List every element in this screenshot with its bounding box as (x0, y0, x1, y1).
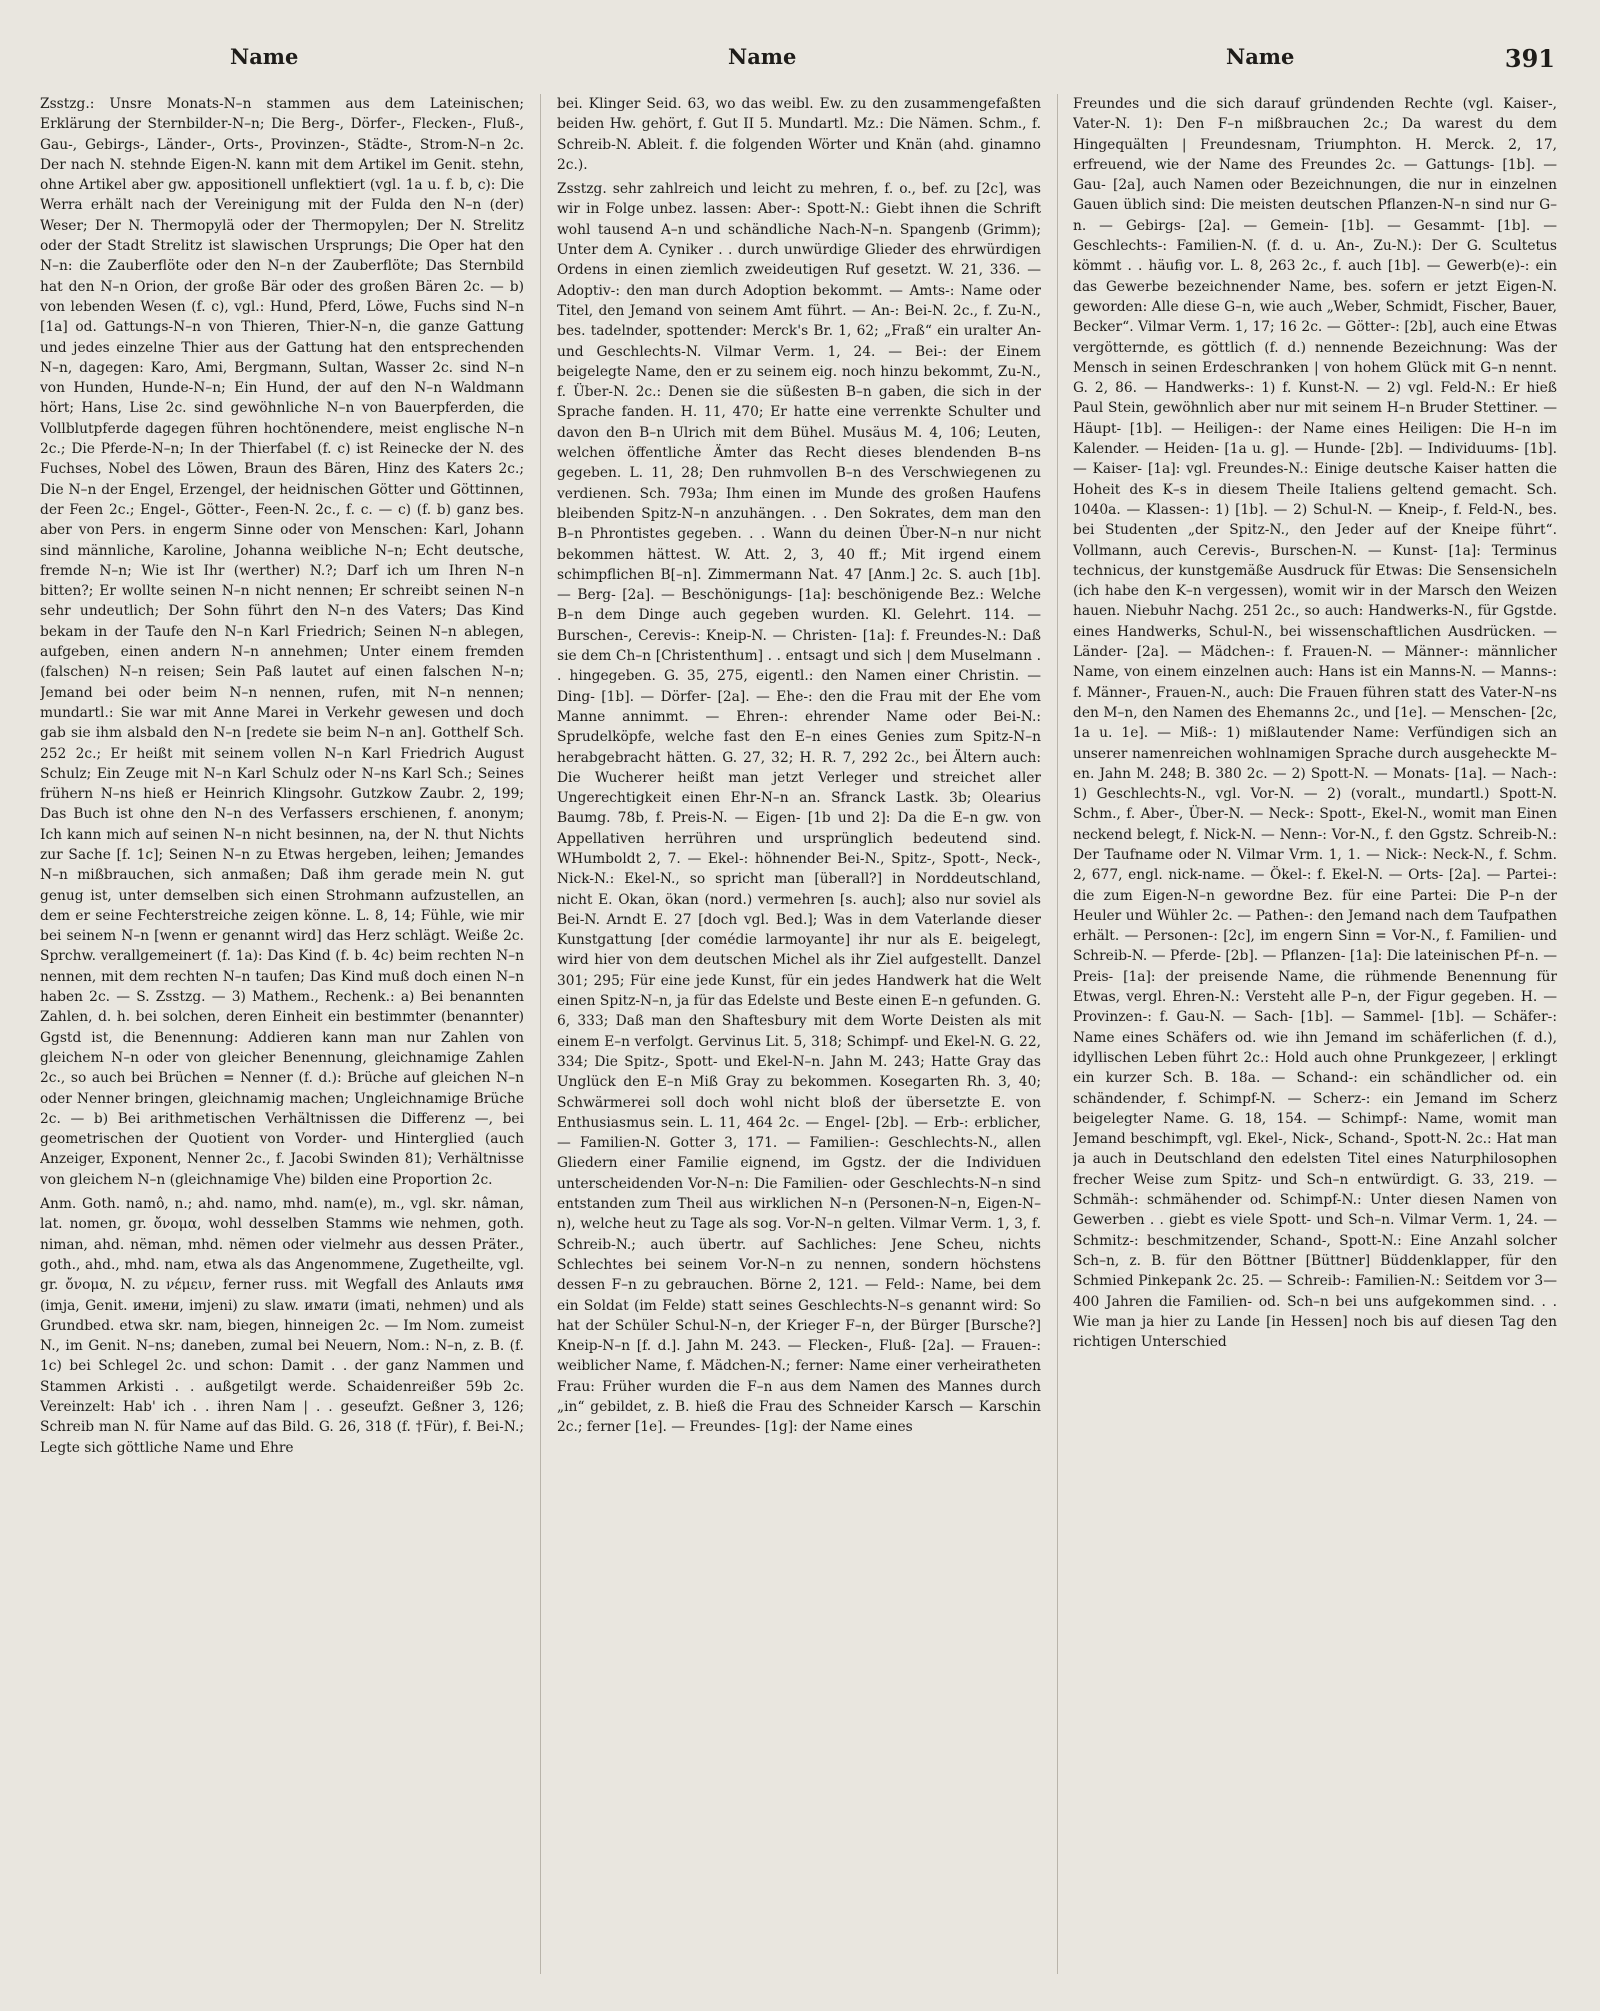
page-number: 391 (1504, 44, 1555, 73)
column-2-paragraph-2: Zsstzg. sehr zahlreich und leicht zu mehren, f. o., bef. zu [2c], was wir in Folge unbez. lassen: Aber-: Spott-N.: Giebt ihnen die Schrift wohl tausend A–n und schändliche Nach-N–n. Spangenb (Grimm); Unter dem A. Cyniker . . durch unwürdige Glieder des ehrwürdigen Ordens in einen ziemlich zweideutigen Ruf gesetzt. W. 21, 336. — Adoptiv-: den man durch Adoption bekommt. — Amts-: Name oder Titel, den Jemand von seinem Amt führt. — An-: Bei-N. 2c., f. Zu-N., bes. tadelnder, spottender: Merck's Br. 1, 62; „Fraß“ ein uralter An- und Geschlechts-N. Vilmar Verm. 1, 24. — Bei-: der Einem beigelegte Name, den er zu seinem eig. noch hinzu bekommt, Zu-N., f. Über-N. 2c.: Denen sie die süßesten B–n gaben, die sich in der Sprache fanden. H. 11, 470; Er hatte eine verrenkte Schulter und davon den B–n Ulrich mit dem Bühel. Musäus M. 4, 106; Leuten, welchen öffentliche Ämter das Recht dieses blendenden B–ns gegeben. L. 11, 28; Den ruhmvollen B–n des Verschwiegenen zu verdienen. Sch. 793a; Ihm einen im Munde des großen Haufens bleibenden Spitz-N–n anzuhängen. . . Den Sokrates, dem man den B–n Phrontistes gegeben. . . Wann du deinen Über-N–n nur nicht bekommen hättest. W. Att. 2, 3, 40 ff.; Mit irgend einem schimpflichen B[–n]. Zimmermann Nat. 47 [Anm.] 2c. S. auch [1b]. — Berg- [2a]. — Beschönigungs- [1a]: beschönigende Bez.: Welche B–n dem Dinge auch gegeben wurden. Kl. Gelehrt. 114. — Burschen-, Cerevis-: Kneip-N. — Christen- [1a]: f. Freundes-N.: Daß sie dem Ch–n [Christenthum] . . entsagt und sich | dem Muselmann . . hingegeben. G. 35, 275, eigentl.: den Namen einer Christin. — Ding- [1b]. — Dörfer- [2a]. — Ehe-: den die Frau mit der Ehe vom Manne annimmt. — Ehren-: ehrender Name oder Bei-N.: Sprudelköpfe, welche fast den E–n eines Genies zum Spitz-N–n herabgebracht hätten. G. 27, 32; H. R. 7, 292 2c., bei Ältern auch: Die Wucherer heißt man jetzt Verleger und streichet aller Ungerechtigkeit einen Ehr-N–n an. Sfranck Lastk. 3b; Olearius Baumg. 78b, f. Preis-N. — Eigen- [1b und 2]: Da die E–n gw. von Appellativen herrühren und ursprünglich bedeutend sind. WHumboldt 2, 7. — Ekel-: höhnender Bei-N., Spitz-, Spott-, Neck-, Nick-N.: Ekel-N., so spricht man [überall?] in Norddeutschland, nicht E. Okan, ökan (nord.) vermehren [s. auch]; also nur soviel als Bei-N. Arndt E. 27 [doch vgl. Bed.]; Was in dem Vaterlande dieser Kunstgattung [der comédie larmoyante] ihr nur als E. beigelegt, wird hier von dem deutschen Michel als ihr Ziel aufgestellt. Danzel 301; 295; Für eine jede Kunst, für ein jedes Handwerk hat die Welt einen Spitz-N–n, ja für das Edelste und Beste einen E–n gefunden. G. 6, 333; Daß man den Shaftesbury mit dem Worte Deisten als mit einem E–n verfolgt. Gervinus Lit. 5, 318; Schimpf- und Ekel-N. G. 22, 334; Die Spitz-, Spott- und Ekel-N–n. Jahn M. 243; Hatte Gray das Unglück den E–n Miß Gray zu bekommen. Kosegarten Rh. 3, 40; Schwärmerei soll doch wohl nicht bloß der übersetzte E. von Enthusiasmus sein. L. 11, 464 2c. — Engel- [2b]. — Erb-: erblicher, — Familien-N. Gotter 3, 171. — Familien-: Geschlechts-N., allen Gliedern einer Familie eignend, im Ggstz. der die Individuen unterscheidenden Vor-N–n: Die Familien- oder Geschlechts-N–n sind entstanden zum Theil aus wirklichen N–n (Personen-N–n, Eigen-N–n), welche heut zu Tage als sog. Vor-N–n gelten. Vilmar Verm. 1, 3, f. Schreib-N.; auch übertr. auf Sachliches: Jene Scheu, nichts Schlechtes bei seinem Vor-N–n zu nennen, sondern höchstens dessen F–n zu gebrauchen. Börne 2, 121. — Feld-: Name, bei dem ein Soldat (im Felde) statt seines Geschlechts-N–s genannt wird: So hat der Schüler Schul-N–n, der Krieger F–n, der Bürger [Bursche?] Kneip-N–n [f. d.]. Jahn M. 243. — Flecken-, Fluß- [2a]. — Frauen-: weiblicher Name, f. Mädchen-N.; ferner: Name einer verheiratheten Frau: Früher wurden die F–n aus dem Namen des Mannes durch „in“ gebildet, z. B. hieß die Frau des Schneider Karsch — Karschin 2c.; ferner [1e]. — Freundes- [1g]: der Name eines (557, 181, 1041, 1436)
column-1-paragraph-2: Anm. Goth. namô, n.; ahd. namo, mhd. nam(e), m., vgl. skr. nâman, lat. nomen, gr. ὄνομα, wohl desselben Stamms wie nehmen, goth. niman, ahd. nëman, mhd. nëmen oder vielmehr aus dessen Präter., goth., ahd., mhd. nam, etwa als das Angenommene, Zugetheilte, vgl. gr. ὄνομα, N. zu νέμειν, ferner russ. mit Wegfall des Anlauts имя (imja, Genit. имени, imjeni) zu slaw. имати (imati, nehmen) und als Grundbed. etwa skr. nam, biegen, hinneigen 2c. — Im Nom. zumeist N., im Genit. N–ns; daneben, zumal bei Neuern, Nom.: N–n, z. B. (f. 1c) bei Schlegel 2c. und schon: Damit . . der ganz Nammen und Stammen Arkisti . . außgetilgt werde. Schaidenreißer 59b 2c. Vereinzelt: Hab' ich . . ihren Nam | . . geseufzt. Geßner 3, 126; Schreib man N. für Name auf das Bild. G. 26, 318 (f. †Für), f. Bei-N.; Legte sich göttliche Name und Ehre (40, 1196, 524, 1456)
running-head-right: Name (1226, 44, 1295, 69)
running-head (0, 44, 1600, 78)
column-divider-1 (540, 94, 541, 1974)
column-1-paragraph-1: Zsstzg.: Unsre Monats-N–n stammen aus dem Lateinischen; Erklärung der Sternbilder-N–n; Die Berg-, Dörfer-, Flecken-, Fluß-, Gau-, Gebirgs-, Länder-, Orts-, Provinzen-, Städte-, Strom-N–n 2c. Der nach N. stehnde Eigen-N. kann mit dem Artikel im Genit. stehn, ohne Artikel aber gw. appositionell unflektiert (vgl. 1a u. f. b, c): Die Werra erhält nach der Vereinigung mit der Fulda den N–n (der) Weser; Der N. Thermopylä oder der Thermopylen; Der N. Strelitz oder der Stadt Strelitz ist slawischen Ursprungs; Die Oper hat den N–n: die Zauberflöte oder den N–n der Zauberflöte; Das Sternbild hat den N–n Orion, der große Bär oder des großen Bären 2c. — b) von lebenden Wesen (f. c), vgl.: Hund, Pferd, Löwe, Fuchs sind N–n [1a] od. Gattungs-N–n von Thieren, Thier-N–n, die ganze Gattung und jedes einzelne Thier aus der Gattung hat den entsprechenden N–n, dagegen: Karo, Ami, Bergmann, Sultan, Wasser 2c. sind N–n von Hunden, Hunde-N–n; Ein Hund, der auf den N–n Waldmann hört; Hans, Lise 2c. sind gewöhnliche N–n von Bauerpferden, die Vollblutpferde dagegen führen hochtönendere, meist englische N–n 2c.; Die Pferde-N–n; In der Thierfabel (f. c) ist Reinecke der N. des Fuchses, Nobel des Löwen, Braun des Bären, Hinz des Katers 2c.; Die N–n der Engel, Erzengel, der heidnischen Götter und Göttinnen, der Feen 2c.; Engel-, Götter-, Feen-N. 2c., f. c. — c) (f. b) ganz bes. aber von Pers. in engerm Sinne oder von Menschen: Karl, Johann sind männliche, Karoline, Johanna weibliche N–n; Echt deutsche, fremde N–n; Wie ist Ihr (werther) N.?; Darf ich um Ihren N–n bitten?; Er wollte seinen N–n nicht nennen; Er schreibt seinen N–n sehr undeutlich; Der Sohn führt den N–n des Vaters; Das Kind bekam in der Taufe den N–n Karl Friedrich; Seinen N–n ablegen, aufgeben, einen andern N–n annehmen; Unter einem fremden (falschen) N–n reisen; Sein Paß lautet auf einen falschen N–n; Jemand bei oder beim N–n nennen, rufen, mit N–n nennen; mundartl.: Sie war mit Anne Marei in Verkehr gewesen und doch gab sie ihm alsbald den N–n [redete sie beim N–n an]. Gotthelf Sch. 252 2c.; Er heißt mit seinem vollen N–n Karl Friedrich August Schulz; Ein Zeuge mit N–n Karl Schulz oder N–ns Karl Sch.; Seines frühern N–ns hieß er Heinrich Klingsohr. Gutzkow Zaubr. 2, 199; Das Buch ist ohne den N–n des Verfassers erschienen, f. anonym; Ich kann mich auf seinen N–n nicht besinnen, na, der N. thut Nichts zur Sache [f. 1c]; Seinen N–n zu Etwas hergeben, leihen; Jemandes N–n mißbrauchen, sich anmaßen; Daß ihm gerade mein N. gut genug ist, unter demselben sich einen Strohmann aufzustellen, an dem er seine Fechterstreiche zeigen könne. L. 8, 14; Fühle, wie mir bei seinem N–n [wenn er genannt wird] das Herz schlägt. Weiße 2c. Sprchw. verallgemeinert (f. 1a): Das Kind (f. b. 4c) beim rechten N–n nennen, mit dem rechten N–n taufen; Das Kind muß doch einen N–n haben 2c. — S. Zsstzg. — 3) Mathem., Rechenk.: a) Bei benannten Zahlen, d. h. bei solchen, deren Einheit ein bestimmter (benannter) Ggstd ist, die Benennung: Addieren kann man nur Zahlen von gleichem N–n oder von gleicher Benennung, gleichnamige Zahlen 2c., so auch bei Brüchen = Nenner (f. d.): Brüche auf gleichen N–n oder Nenner bringen, gleichnamig machen; Ungleichnamige Brüche 2c. — b) Bei arithmetischen Verhältnissen die Differenz —, bei geometrischen der Quotient von Vorder- und Hinterglied (auch Anzeiger, Exponent, Nenner 2c., f. Jacobi Swinden 81); Verhältnisse von gleichem N–n (gleichnamige Vhe) bilden eine Proportion 2c. (40, 96, 524, 1188)
column-3-paragraph-1: Freundes und die sich darauf gründenden Rechte (vgl. Kaiser-, Vater-N. 1): Den F–n mißbrauchen 2c.; Da warest du dem Hingequälten | Freundesnam, Triumphton. H. Merck. 2, 17, erfreuend, wie der Name des Freundes 2c. — Gattungs- [1b]. — Gau- [2a], auch Namen oder Bezeichnungen, die nur in einzelnen Gauen üblich sind: Die meisten deutschen Pflanzen-N–n sind nur G–n. — Gebirgs- [2a]. — Gemein- [1b]. — Gesammt- [1b]. — Geschlechts-: Familien-N. (f. d. u. An-, Zu-N.): Der G. Scultetus kömmt . . häufig vor. L. 8, 263 2c., f. auch [1b]. — Gewerb(e)-: ein das Gewerbe bezeichnender Name, bes. sofern er jetzt Eigen-N. geworden: Alle diese G–n, wie auch „Weber, Schmidt, Fischer, Bauer, Becker“. Vilmar Verm. 1, 17; 16 2c. — Götter-: [2b], auch eine Etwas vergötternde, es göttlich (f. d.) nennende Bezeichnung: Was der Mensch in seinen Erdeschranken | von hohem Glück mit G–n nennt. G. 2, 86. — Handwerks-: 1) f. Kunst-N. — 2) vgl. Feld-N.: Er hieß Paul Stein, gewöhnlich aber nur mit seinem H–n Bruder Stettiner. — Häupt- [1b]. — Heiligen-: der Name eines Heiligen: Die H–n im Kalender. — Heiden- [1a u. g]. — Hunde- [2b]. — Individuums- [1b]. — Kaiser- [1a]: vgl. Freundes-N.: Einige deutsche Kaiser hatten die Hoheit des K–s in diesem Theile Italiens geltend gemacht. Sch. 1040a. — Klassen-: 1) [1b]. — 2) Schul-N. — Kneip-, f. Feld-N., bes. bei Studenten „der Spitz-N., den Jeder auf der Kneipe führt“. Vollmann, auch Cerevis-, Burschen-N. — Kunst- [1a]: Terminus technicus, der kunstgemäße Ausdruck für Etwas: Die Sensensicheln (ich habe den K–n vergessen), womit wir in der Marsch den Weizen hauen. Niebuhr Nachg. 251 2c., so auch: Handwerks-N., für Ggstde. eines Handwerks, Schul-N., bei wissenschaftlichen Ausdrücken. — Länder- [2a]. — Mädchen-: f. Frauen-N. — Männer-: männlicher Name, von einem einzelnen auch: Hans ist ein Manns-N. — Manns-: f. Männer-, Frauen-N., auch: Die Frauen führen statt des Vater-N–ns den M–n, den Namen des Ehemanns 2c., und [1e]. — Menschen- [2c, 1a u. 1e]. — Miß-: 1) mißlautender Name: Verfündigen sich an unserer namenreichen wohlnamigen Sprache durch ausgeheckte M–en. Jahn M. 248; B. 380 2c. — 2) Spott-N. — Monats- [1a]. — Nach-: 1) Geschlechts-N., vgl. Vor-N. — 2) (voralt., mundartl.) Spott-N. Schm., f. Aber-, Über-N. — Neck-: Spott-, Ekel-N., womit man Einen neckend belegt, f. Nick-N. — Nenn-: Vor-N., f. den Ggstz. Schreib-N.: Der Taufname oder N. Vilmar Vrm. 1, 1. — Nick-: Neck-N., f. Schm. 2, 677, engl. nick-name. — Ökel-: f. Ekel-N. — Orts- [2a]. — Partei-: die zum Eigen-N–n gewordne Bez. für eine Partei: Die P–n der Heuler und Wühler 2c. — Pathen-: den Jemand nach dem Taufpathen erhält. — Personen-: [2c], im engern Sinn = Vor-N., f. Familien- und Schreib-N. — Pferde- [2b]. — Pflanzen- [1a]: Die lateinischen Pf–n. — Preis- [1a]: der preisende Name, die rühmende Benennung für Etwas, vergl. Ehren-N.: Versteht alle P–n, der Figur gegeben. H. — Provinzen-: f. Gau-N. — Sach- [1b]. — Sammel- [1b]. — Schäfer-: Name eines Schäfers od. wie ihn Jemand im schäferlichen (f. d.), idyllischen Leben führt 2c.: Hold auch ohne Prunkgezeer, | erklingt ein kurzer Sch. B. 18a. — Schand-: ein schändlicher od. ein schändender, f. Schimpf-N. — Scherz-: ein Jemand im Scherz beigelegter Name. G. 18, 154. — Schimpf-: Name, womit man Jemand beschimpft, vgl. Ekel-, Nick-, Schand-, Spott-N. 2c.: Hat man ja auch in Deutschland den edelsten Titel eines Naturphilosophen frecher Weise zum Spitz- und Sch–n entwürdigt. G. 33, 219. — Schmäh-: schmähender od. Schimpf-N.: Unter diesen Namen von Gewerben . . giebt es viele Spott- und Sch–n. Vilmar Verm. 1, 24. — Schmitz-: beschmitzender, Schand-, Spott-N.: Eine Anzahl solcher Sch–n, z. B. für den Böttner [Büttner] Büddenklapper, für den Schmied Pinkepank 2c. 25. — Schreib-: Familien-N.: Seitdem vor 3—400 Jahren die Familien- od. Sch–n bei uns aufgekommen sind. . . Wie man ja hier zu Lande [in Hessen] noch bis auf diesen Tag den richtigen Unterschied (1073, 96, 1557, 1351)
column-2-paragraph-1: bei. Klinger Seid. 63, wo das weibl. Ew. zu den zusammengefaßten beiden Hw. gehört, f. Gut II 5. Mundartl. Mz.: Die Nämen. Schm., f. Schreib-N. Ableit. f. die folgenden Wörter und Knän (ahd. ginamno 2c.). (557, 96, 1041, 173)
column-divider-2 (1057, 94, 1058, 1974)
text-column-2 (557, 94, 1041, 1984)
running-head-center: Name (728, 44, 797, 69)
text-column-1 (40, 94, 524, 1984)
running-head-left: Name (230, 44, 299, 69)
text-column-3 (1073, 94, 1557, 1984)
